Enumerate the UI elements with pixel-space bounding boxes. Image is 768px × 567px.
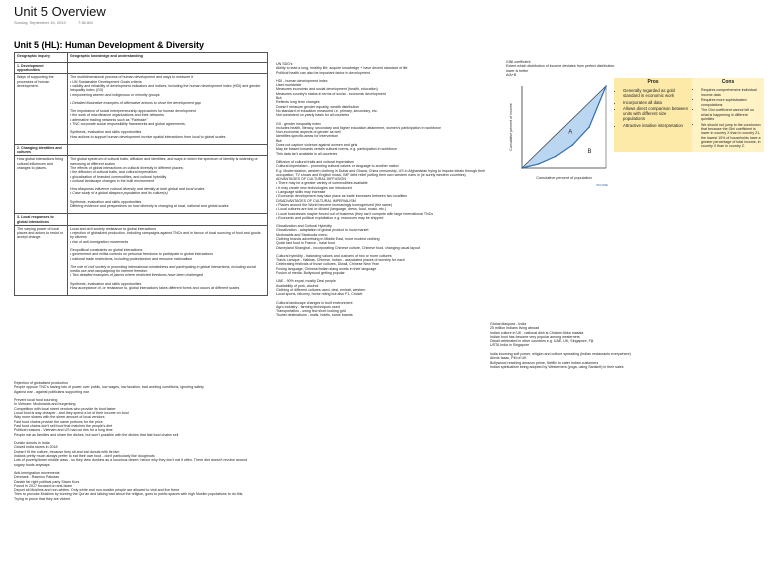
pros-cell <box>614 86 692 152</box>
note-landscape: Cultural landscape changes in built environment Agro-industry - farming techniques used Transportation - using few short looking grid Tourist destinations - malls, hotels, same brands <box>276 300 353 318</box>
row-content <box>68 144 268 155</box>
row-content <box>68 156 268 214</box>
row-label <box>15 74 68 145</box>
note-anti-immigration: Anti-immigration movements Denmark - Rasmus Paludan Danish far right political party Stram Kurs Found in 2017 focused on anti-Islam Deport all Muslims and non-whites. Only white and non-muslim people are allowed to visit and live there Tries to provoke Muslims by burning the Qur'an and talking bad about the religion, goes to public spaces with high Muslim populations to do this. Trying to prove that they are violent <box>14 470 244 501</box>
cons-item: • Requires more sophisticated computations <box>701 98 761 107</box>
note-gini: GINI coefficient Extent which distribution of income deviates from perfect distribution, lower is better A/A+B <box>506 60 616 77</box>
row-content <box>68 63 268 74</box>
x-axis-label: Cumulative percent of population <box>536 176 592 180</box>
content-paragraph: Synthesis, evaluation and skills opportunities How acceptance of, or resistance to, global interactions takes different forms and occurs at different scales <box>70 281 240 291</box>
cons-item: • The Gini coefficient cannot tell us what is happening in different quintiles <box>701 108 761 121</box>
row-content <box>68 74 268 145</box>
note-rejection: Rejection of globalised production People oppose TNC's having lots of power over public, low wages, low taxation, bad working conditions, ignoring safety Against war - against politicians supporting war Prevent local food sourcing In Vietnam: Mcdonalds and burgerking Competition with local street vendors who provide its food faster Local food is way cheaper - and they spend a lot of their income on food Way more shares with the sheer amount of local vendors Fast food chains provide the same portions for the price Fast food chains don't sell food that matches the people's diet Political reasons - Vietnam and US had cut ties for a long time People eat as families and share the dishes, but won't possible with the dishes that fast food chains sell Dunkin donuts in India Closed India stores in 2018 Doesn't fit the culture, because they sit and eat donuts with its fam Indians pretty much always prefer to eat their own food - don't particularly like doughnuts Lots of poverty/lower middle class - so they view dunkins as a luxurious desert, hence why they don't eat it often. There diet doesn't revolve around sugary foods anyways <box>14 381 248 467</box>
y-axis-label: Cumulative percent of income <box>509 103 513 151</box>
footer-label: INCOME <box>596 183 608 187</box>
content-paragraph: How diasporas influence cultural diversity and identity at both global and local scales • Case study of a global diaspora population and its culture(s) <box>70 187 205 196</box>
note-diffusion: Diffusion of cultural traits and cultural imperialism Cultural imperialism - promoting cultural values or language to another nation E.g. Modernization, western clothing in Dubai and Ghana, China censorship, US in Afghanistan trying to impose ideals through their occupation, TV shows and English music, IMF debt relief putting their own western rules in (ie surely western countries) ADVANTAGES OF CULTURAL DIFFUSION • There may be a greater variety of commodities available • It may create new technologies are introduced • Language skills may increase • Economic development may take place as trade increases between two localities DISADVANTAGES OF CULTURAL IMPERIALISM • Places around the World become increasingly homogenized (the same) • Local cultures are lost or diluted (language, dress, food, music, etc.) • Local businesses maybe forced out of business (they can't compete with large international TNCs • Economic and political exploitation e.g. resources may be shipped <box>276 159 486 220</box>
lorenz-point <box>588 126 590 128</box>
lorenz-point <box>605 85 607 87</box>
content-table <box>14 52 268 296</box>
row-label-text: Ways of supporting the processes of human development. <box>17 75 54 88</box>
note-un-sdg: UN SDG's Ability to lead a long, healthy life; acquire knowledge + have decent standard of life Political health can also be important factor in development <box>276 62 408 75</box>
cons-item: • We should not jump to the conclusion that because the Gini coefficient is lower in country X than in country Z1, the lowest 10% of households have a greater percentage of total income, in country X than in country Z. <box>701 123 761 149</box>
cons-cell <box>692 86 764 152</box>
table-row <box>15 156 268 214</box>
table-header-cell: Geographic inquiry <box>15 53 68 63</box>
lorenz-point <box>555 156 557 158</box>
page-date: Sunday, September 15, 2019 <box>14 20 66 25</box>
pros-list <box>617 88 689 128</box>
content-paragraph: • Detailed illustrative examples of affirmative actions to close the development gap <box>70 100 201 105</box>
table-row <box>15 144 268 155</box>
page-time: 7:36 AM <box>78 20 93 25</box>
table-row <box>15 214 268 225</box>
pros-item: • Incorporates all data <box>623 100 689 105</box>
note-gii: GII - gender inequality index Includes health, literacy, secondary and higher education attainment, women's participation in workforce Non-economic aspects of gender as well Identifies specific areas for intervention But: Does not capture violence against women and girls May be biased towards certain cultural norms, e.g. participation in workforce This data isn't available in all countries <box>276 121 442 156</box>
content-paragraph: Synthesis, evaluation and skills opportunities How actions to support human development involve spatial interactions from local to global scales <box>70 130 226 139</box>
table-row <box>15 74 268 145</box>
annotation-a: A <box>568 129 573 136</box>
row-label-text: The varying power of local places and actors to resist or accept change. <box>17 226 63 240</box>
row-content <box>68 214 268 225</box>
table-row <box>15 225 268 296</box>
note-uae: UAE - 90% expat, mostly Desi people Availability of pork, alcohol Clothing of different cultures used, desi, emirati, western Local sports, falconry, horse riding but also F1, Cricket <box>276 279 366 297</box>
content-paragraph: Synthesis, evaluation and skills opportunities Differing evidence and perspectives on how diversity is changing at local, national and global scales <box>70 199 229 209</box>
annotation-b: B <box>587 149 592 156</box>
cons-item: • Requires comprehensive individual income data <box>701 88 761 97</box>
table-header-cell: Geographic knowledge and understanding <box>68 53 268 63</box>
pros-cons-table <box>614 78 764 152</box>
pros-item: • Attractive intuitive interpretation <box>623 123 689 128</box>
lorenz-curve-chart <box>504 78 614 188</box>
row-label <box>15 156 68 214</box>
note-hdi: HDI - human development index Used worldwide Measures economic and social development (health, education) Measures country's status in terms of social - economic development But: Reflects long term changes Doesn't measure gender equality, wealth distribution No standard of education measured i.e. primary, secondary, etc. Not consistent on yearly basis for all countries <box>276 78 386 118</box>
content-paragraph: The multidimensional process of human development and ways to measure it • UN Sustainable Development Goals criteria • validity and reliability of development indicators and indices, including the human development index (HDI) and gender inequality index (GII) • empowering women and indigenous or minority groups <box>70 75 261 97</box>
row-label <box>15 225 68 296</box>
row-title: 1. Development opportunities <box>15 63 68 74</box>
row-label-text: How global interactions bring cultural influences and changes to places. <box>17 157 64 170</box>
equality-line <box>522 86 606 168</box>
notes-bottom <box>14 381 254 501</box>
row-title: 3. Local responses to global interactions <box>15 214 68 225</box>
content-paragraph: The global spectrum of cultural traits, diffusion and identities, and ways in which the spectrum of identity is widening or narrowing at different scales The effects of global interactions on cultural diversity in different places: • the diffusion of cultural traits, and cultural imperialism • glocalization of branded commodities, and cultural hybridity • cultural landscape changes in the built environment <box>70 157 258 183</box>
row-title: 2. Changing identities and cultures <box>15 144 68 155</box>
row-content <box>68 225 268 296</box>
content-paragraph: The importance of social entrepreneurship approaches for human development • the work of microfinance organizations and their networks • alternative trading networks such as "Fairtrade" • TNC corporate social responsibility frameworks and global agreements. <box>70 109 196 127</box>
pros-item: • Allows direct comparison between units with different size populations <box>623 106 689 121</box>
lorenz-point <box>538 163 540 165</box>
pros-item: • Generally regarded as gold standard in economic work <box>623 88 689 98</box>
page-title: Unit 5 Overview <box>14 4 106 19</box>
note-glocalization: Glocalization and Cultural Hybridity Glocalization - adaptation of global product to local market Mcdonalds and Starbucks menu Clothing brands advertising in Middle East, more modest clothing Quick fast food in France - halal food Disneyland Shanghai - incorporating Chinese culture, Chinese food, changing usual layout <box>276 224 420 250</box>
table-header-row <box>15 53 268 63</box>
content-paragraph: Local and civil society resistance to global interactions • rejection of globalized production, including campaigns against TNCs and in favour of local sourcing of food and goods by citizens • rise of anti-immigration movements <box>70 226 261 244</box>
notes-column-2 <box>276 62 486 318</box>
cons-list <box>695 88 761 148</box>
pros-header: Pros <box>614 78 692 86</box>
cons-header: Cons <box>692 78 764 86</box>
table-row <box>15 63 268 74</box>
section-title: Unit 5 (HL): Human Development & Diversity <box>14 40 205 50</box>
lorenz-point <box>521 167 523 169</box>
note-diaspora: Global diaspora - India 25 million Indians living abroad Indian culture in UK - national dish is Chicken tikka masala Indian food has become very popular among westerners Diwali celebrated in other countries e.g. UAE, UK, Singapore, Fiji USTA India in Singapore India booming soft power, religion and culture spreading (Indian restaurants everywhere) Alexis Isaac, PM of UK Bollywood reaching amazon prime, Netflix to cater Indian customers Indian spiritualism being adopted by Westerners (yoga, using Sanskrit) in their sales <box>490 322 631 369</box>
lorenz-point <box>572 144 574 146</box>
content-paragraph: Geopolitical constraints on global interactions: • government and militia controls on personal freedoms to participate in global interactions • national trade restrictions, including protectionism and resource nationalism <box>70 247 214 261</box>
content-paragraph: The role of civil society in promoting international-mindedness and participating in global interactions, including social media use and campaigning for internet freedom • Two detailed examples of places where restricted freedoms have been challenged <box>70 264 256 278</box>
note-hybridity: Cultural hybridity - balancing values and customs of two or more cultures Travis Lamque - Hakkas, Chinese, Indian - associated places of worship for each Celebrating festivals of those cultures, Diwali, Chinese New Year Fusing language, Chinese/Indian slang words in their language Fusion of media, Bollywood getting popular <box>276 253 405 276</box>
